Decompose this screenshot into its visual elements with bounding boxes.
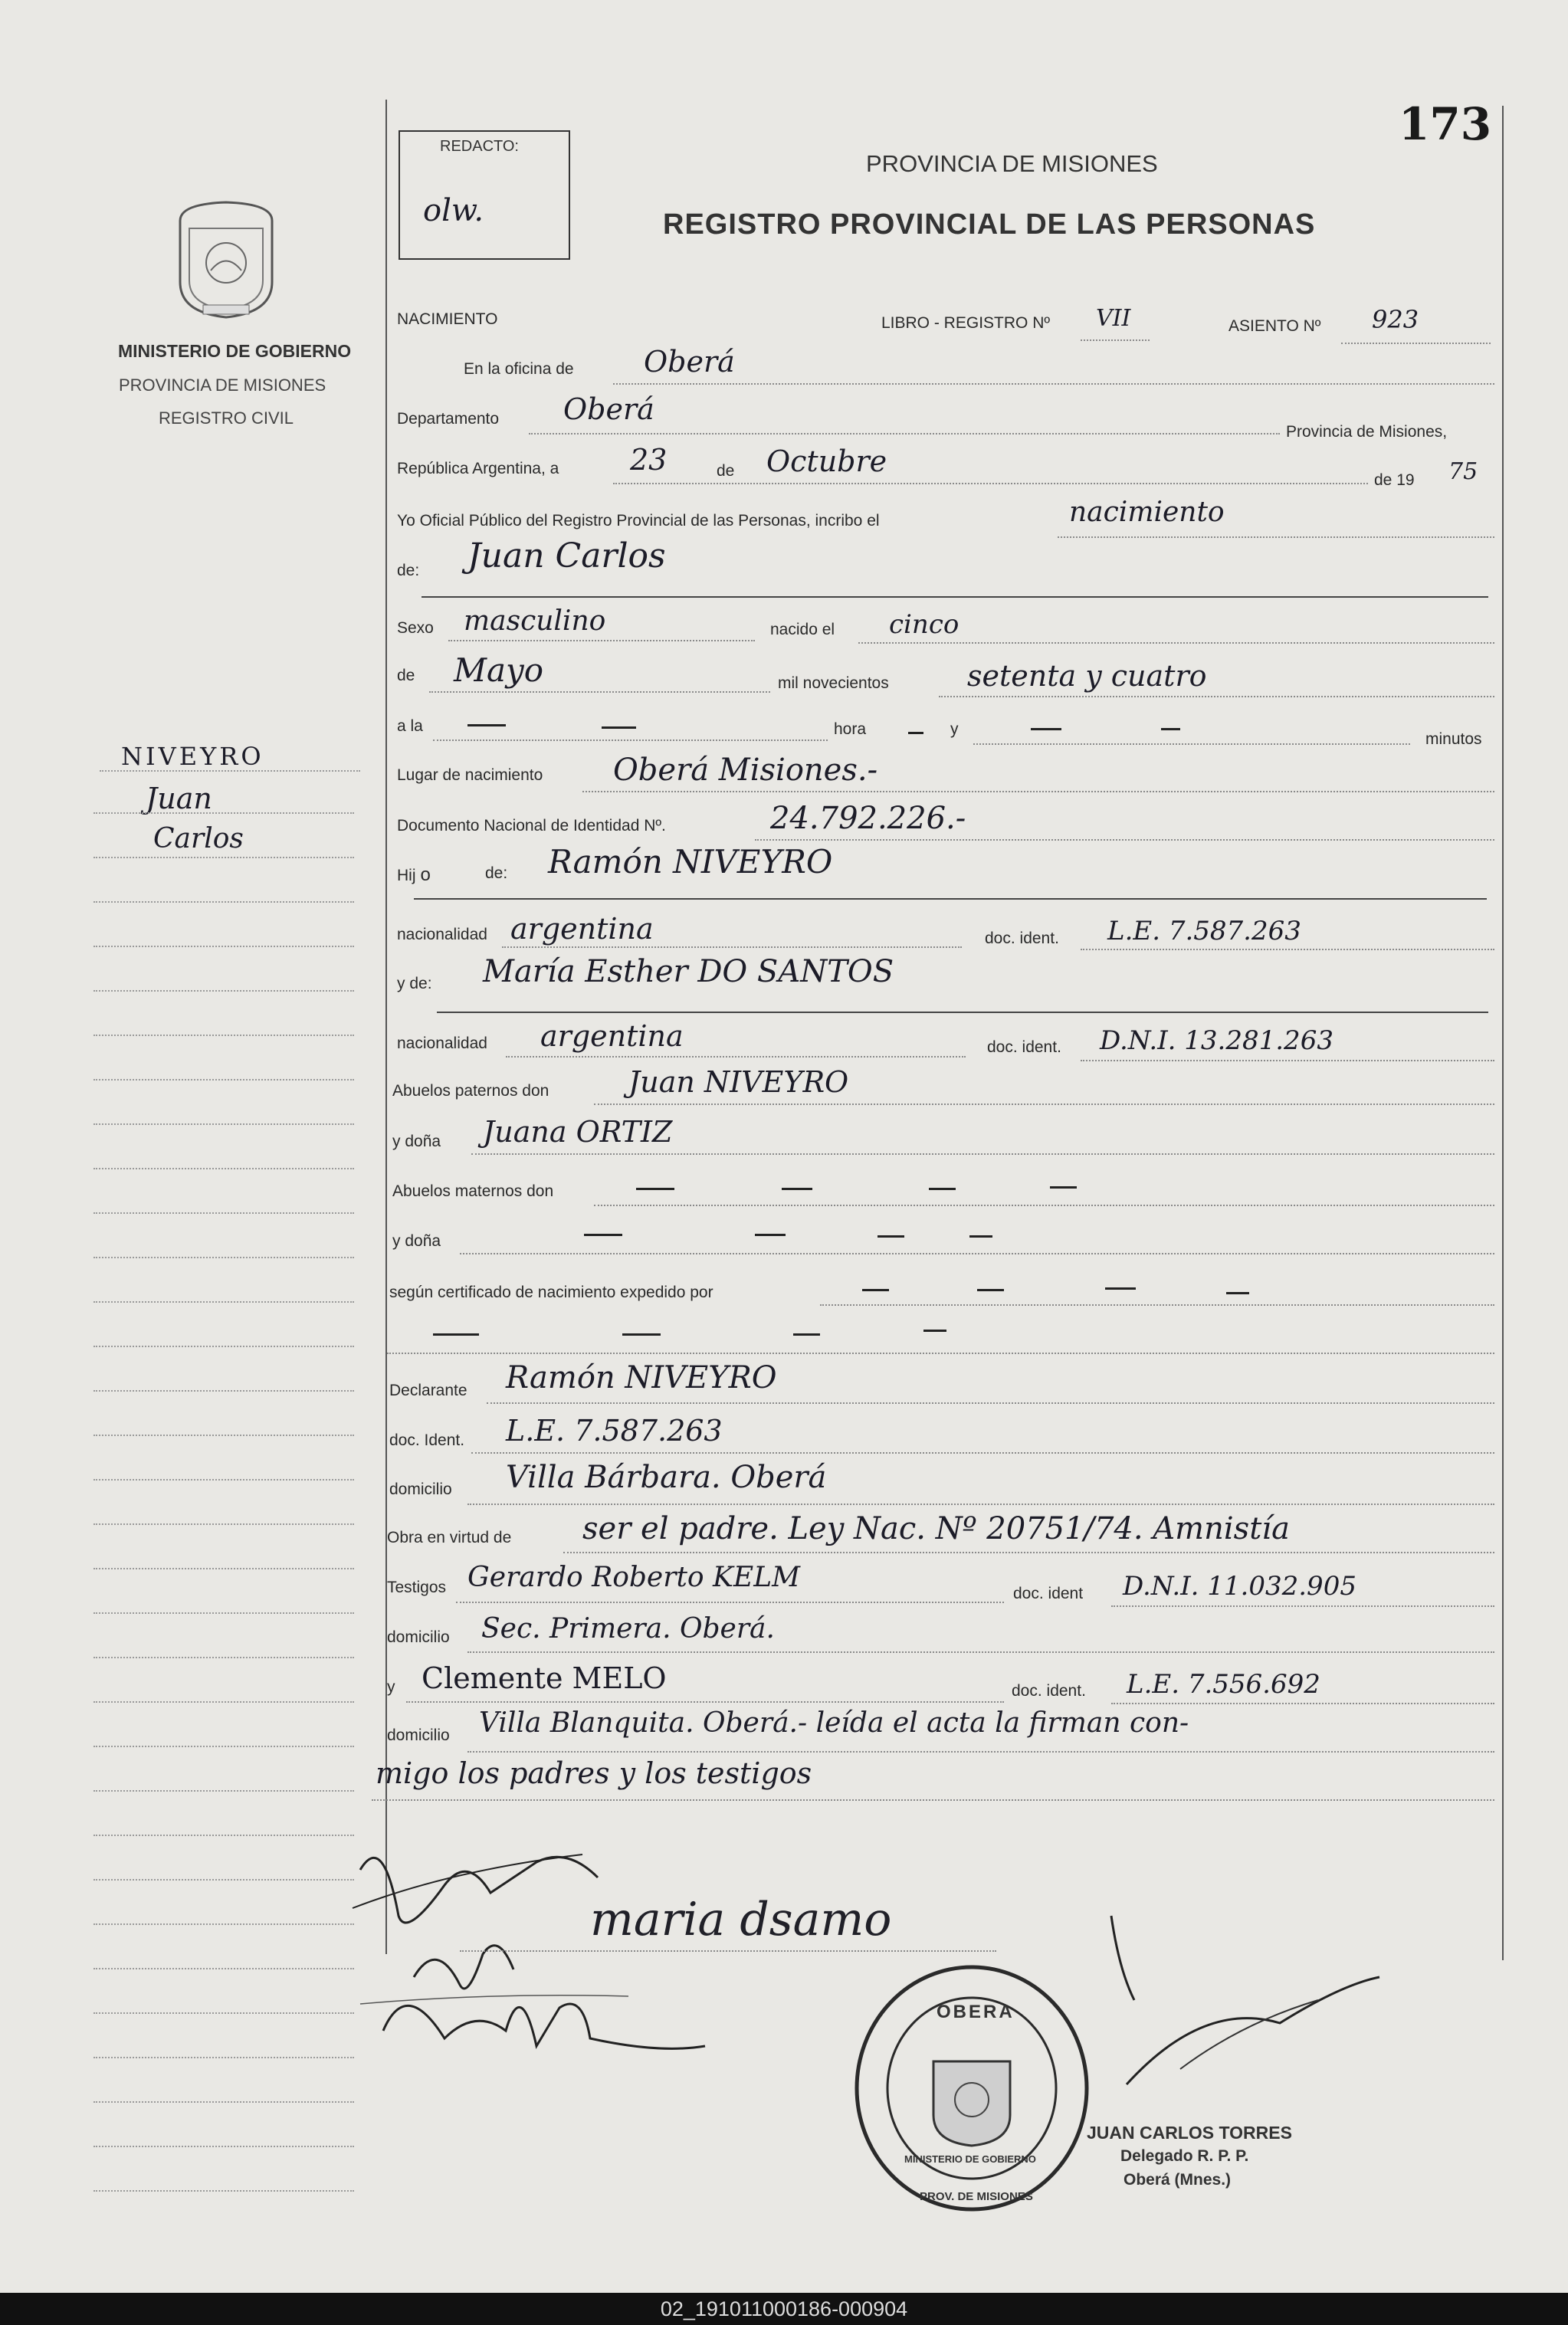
stamp-bottom: PROV. DE MISIONES bbox=[920, 2190, 1033, 2203]
year-label: de 19 bbox=[1374, 471, 1415, 489]
mother-signature: maria dsamo bbox=[590, 1893, 892, 1946]
folio-number: 173 bbox=[1399, 98, 1492, 150]
mother-doc: D.N.I. 13.281.263 bbox=[1100, 1025, 1333, 1056]
testigos-label: Testigos bbox=[387, 1579, 447, 1596]
mother-value: María Esther DO SANTOS bbox=[483, 954, 894, 989]
y-testigo-label: y bbox=[387, 1678, 395, 1696]
y-de-label: y de: bbox=[397, 975, 432, 992]
testigo2-dom-label: domicilio bbox=[387, 1727, 450, 1744]
father-nat-label: nacionalidad bbox=[397, 926, 487, 943]
y-label: y bbox=[950, 720, 959, 738]
nacido-day: cinco bbox=[889, 609, 959, 640]
minutos-label: minutos bbox=[1425, 730, 1482, 748]
hijo-de: de: bbox=[485, 864, 508, 882]
margin-name2: Carlos bbox=[153, 823, 244, 854]
redacto-initials: olw. bbox=[423, 193, 484, 228]
testigo1-doc: D.N.I. 11.032.905 bbox=[1123, 1571, 1356, 1602]
ministry-seal bbox=[172, 198, 280, 320]
lugar-label: Lugar de nacimiento bbox=[397, 766, 543, 784]
closing-text: migo los padres y los testigos bbox=[376, 1756, 812, 1790]
image-id-footer: 02_191011000186-000904 bbox=[0, 2293, 1568, 2325]
libro-label: LIBRO - REGISTRO Nº bbox=[881, 314, 1051, 332]
hora-label: hora bbox=[834, 720, 867, 738]
coat-of-arms-icon bbox=[172, 198, 280, 320]
dni-value: 24.792.226.- bbox=[770, 801, 966, 836]
official-stamp bbox=[849, 1962, 1094, 2215]
sexo-value: masculino bbox=[464, 605, 606, 637]
ministry-line1: MINISTERIO DE GOBIERNO bbox=[118, 341, 352, 361]
lugar-value: Oberá Misiones.- bbox=[613, 753, 878, 788]
republica-label: República Argentina, a bbox=[397, 460, 559, 477]
acto-value: nacimiento bbox=[1069, 497, 1225, 528]
mother-nat-label: nacionalidad bbox=[397, 1035, 487, 1052]
testigo1: Gerardo Roberto KELM bbox=[467, 1562, 800, 1593]
segun-label: según certificado de nacimiento expedido por bbox=[389, 1284, 713, 1301]
mother-nat: argentina bbox=[540, 1019, 684, 1053]
abuela-pat: Juana ORTIZ bbox=[483, 1115, 673, 1149]
declarante-label: Declarante bbox=[389, 1382, 467, 1399]
testigo1-dom-label: domicilio bbox=[387, 1628, 450, 1646]
abuelos-pat-label: Abuelos paternos don bbox=[392, 1082, 549, 1100]
de-month-label: de bbox=[397, 667, 415, 684]
birth-month: Mayo bbox=[454, 651, 544, 689]
margin-surname: NIVEYRO bbox=[121, 742, 264, 771]
right-margin-rule bbox=[1502, 106, 1504, 1960]
testigo2-doc: L.E. 7.556.692 bbox=[1127, 1669, 1320, 1700]
ministry-line3: REGISTRO CIVIL bbox=[159, 408, 294, 428]
hijo-label: Hij o bbox=[397, 864, 431, 885]
asiento-value: 923 bbox=[1372, 305, 1419, 334]
name-value: Juan Carlos bbox=[467, 536, 666, 576]
testigo1-dom: Sec. Primera. Oberá. bbox=[481, 1613, 775, 1645]
obra-value: ser el padre. Ley Nac. Nº 20751/74. Amnistía bbox=[582, 1511, 1290, 1546]
ministry-line2: PROVINCIA DE MISIONES bbox=[119, 375, 326, 395]
header-province: PROVINCIA DE MISIONES bbox=[866, 150, 1158, 177]
testigo2: Clemente MELO bbox=[422, 1661, 667, 1695]
year-value: 75 bbox=[1448, 458, 1478, 485]
father-doc: L.E. 7.587.263 bbox=[1107, 916, 1301, 946]
abuelos-mat-label: Abuelos maternos don bbox=[392, 1182, 554, 1200]
father-doc-label: doc. ident. bbox=[985, 930, 1059, 947]
a-la-label: a la bbox=[397, 717, 423, 735]
father-nat: argentina bbox=[510, 912, 654, 946]
stamp-center-bottom: MINISTERIO DE GOBIERNO bbox=[904, 2153, 1036, 2165]
redacto-box bbox=[399, 130, 570, 260]
officer-place: Oberá (Mnes.) bbox=[1124, 2171, 1232, 2189]
oficina-label: En la oficina de bbox=[464, 360, 574, 378]
declarante-dom-label: domicilio bbox=[389, 1481, 452, 1498]
testigo2-doc-label: doc. ident. bbox=[1012, 1682, 1086, 1700]
officer-signature bbox=[1088, 1908, 1410, 2107]
obra-label: Obra en virtud de bbox=[387, 1529, 512, 1546]
record-type: NACIMIENTO bbox=[397, 310, 498, 328]
oficina-value: Oberá bbox=[644, 345, 735, 379]
de-label: de bbox=[717, 462, 735, 480]
hijo-o: o bbox=[420, 864, 431, 885]
month-value: Octubre bbox=[766, 444, 887, 478]
y-dona-mat-label: y doña bbox=[392, 1232, 441, 1250]
stamp-center-top: OBERA bbox=[937, 2002, 1015, 2022]
header-title: REGISTRO PROVINCIAL DE LAS PERSONAS bbox=[663, 208, 1316, 241]
declarante-doc: L.E. 7.587.263 bbox=[506, 1414, 723, 1448]
provincia-suffix: Provincia de Misiones, bbox=[1286, 423, 1448, 441]
officer-title: Delegado R. P. P. bbox=[1120, 2147, 1249, 2165]
libro-value: VII bbox=[1096, 305, 1131, 332]
departamento-value: Oberá bbox=[563, 392, 654, 426]
officer-name: JUAN CARLOS TORRES bbox=[1087, 2123, 1292, 2143]
declarante-value: Ramón NIVEYRO bbox=[506, 1360, 777, 1395]
oficial-text: Yo Oficial Público del Registro Provincial de las Personas, incribo el bbox=[397, 512, 880, 530]
dni-label: Documento Nacional de Identidad Nº. bbox=[397, 817, 666, 835]
y-dona-label: y doña bbox=[392, 1133, 441, 1150]
declarante-dom: Villa Bárbara. Oberá bbox=[506, 1460, 827, 1495]
margin-name1: Juan bbox=[146, 782, 212, 815]
nacido-label: nacido el bbox=[770, 621, 835, 638]
mother-doc-label: doc. ident. bbox=[987, 1038, 1061, 1056]
sexo-label: Sexo bbox=[397, 619, 434, 637]
left-margin-rule bbox=[385, 100, 387, 1954]
day-value: 23 bbox=[630, 443, 668, 477]
de-name-label: de: bbox=[397, 562, 420, 579]
asiento-label: ASIENTO Nº bbox=[1228, 317, 1321, 335]
declarante-doc-label: doc. Ident. bbox=[389, 1431, 465, 1449]
father-value: Ramón NIVEYRO bbox=[548, 843, 833, 880]
testigo2-dom: Villa Blanquita. Oberá.- leída el acta la firman con- bbox=[479, 1707, 1189, 1739]
birth-year-words: setenta y cuatro bbox=[967, 659, 1207, 693]
testigo1-doc-label: doc. ident bbox=[1013, 1585, 1084, 1602]
redacto-label: REDACTO: bbox=[440, 138, 519, 155]
departamento-label: Departamento bbox=[397, 410, 500, 428]
mil-label: mil novecientos bbox=[778, 674, 889, 692]
abuelo-pat: Juan NIVEYRO bbox=[628, 1065, 849, 1099]
